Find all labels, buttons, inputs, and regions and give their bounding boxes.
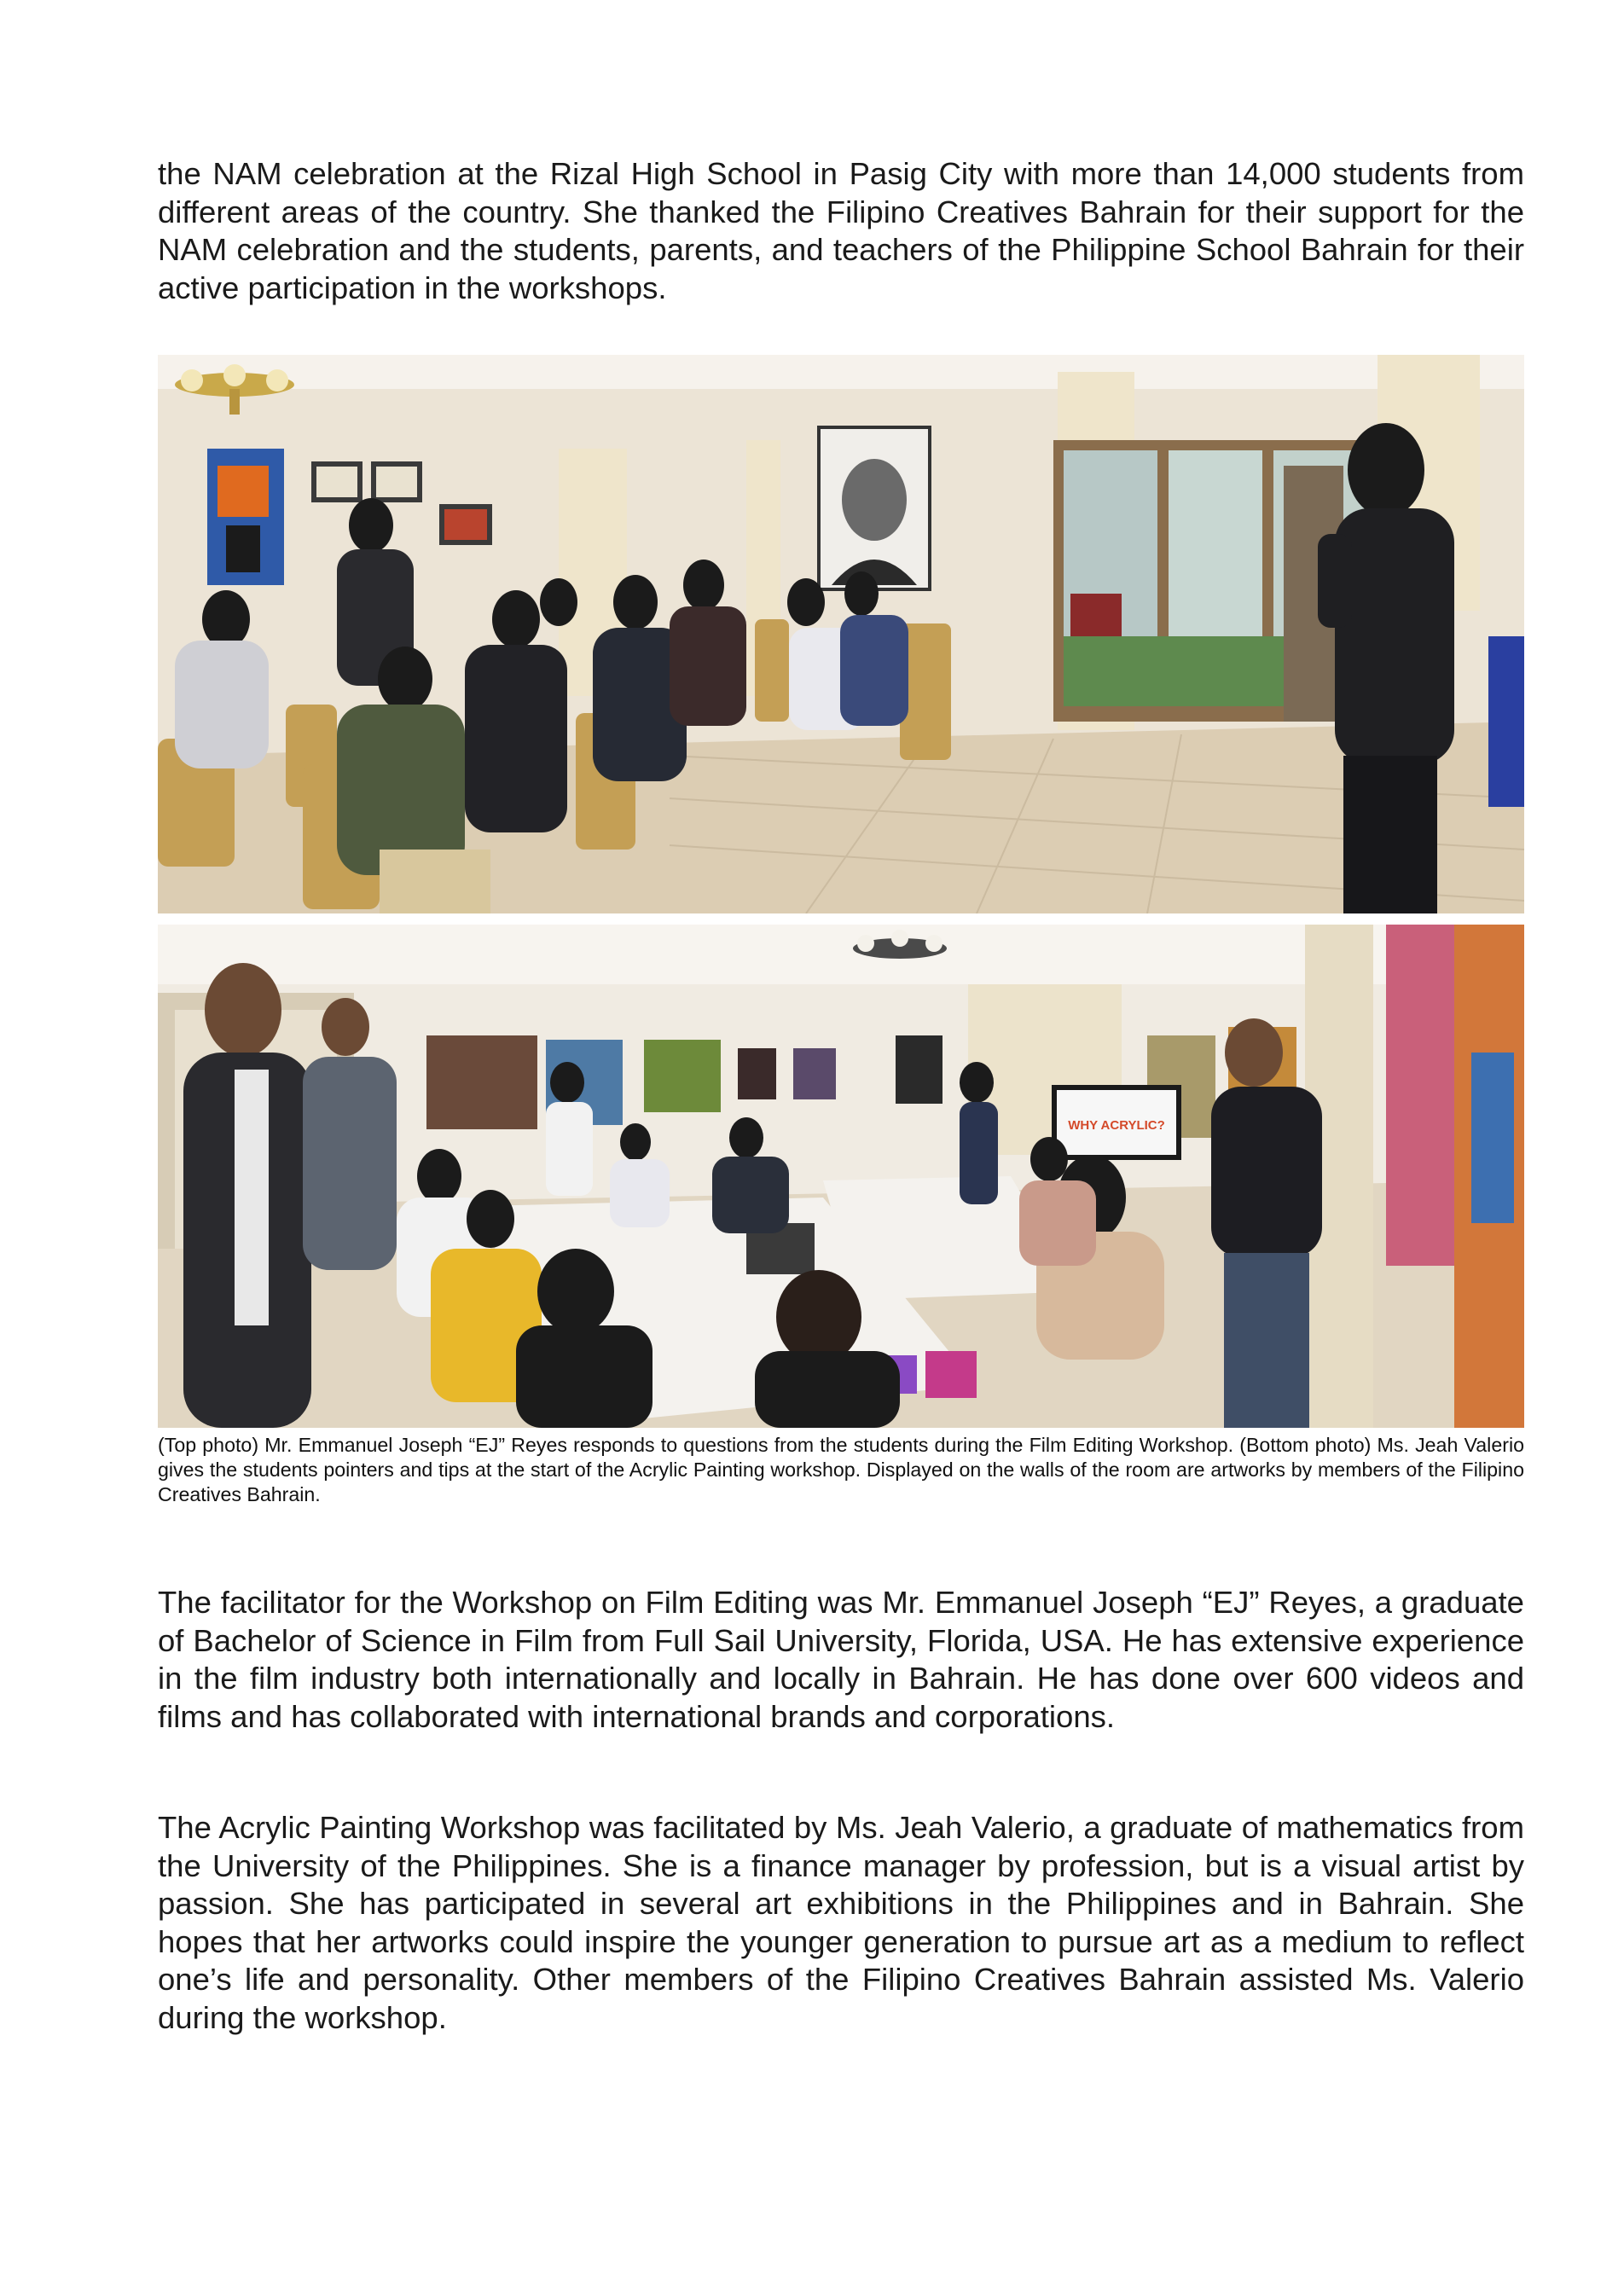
acrylic-workshop-scene [158,925,1524,1428]
portrait-painting [819,427,930,589]
film-workshop-scene [158,355,1524,913]
presentation-screen [1052,1085,1181,1160]
photo-film-editing-workshop [158,355,1524,913]
intro-paragraph: the NAM celebration at the Rizal High School in Pasig City with more than 14,000 students from different areas of the country. She thanked the Filipino Creatives Bahrain for their support for the NAM celebration and the students, parents, and teachers of the Philippine School Bahrain for their active participation in the workshops. [158,156,1524,305]
photo-caption: (Top photo) Mr. Emmanuel Joseph “EJ” Reyes responds to questions from the students during the Film Editing Workshop. (Bottom photo) Ms. Jeah Valerio gives the students pointers and tips at the start of the Acrylic Painting workshop. Displayed on the walls of the room are artworks by members of the Filipino Creatives Bahrain. [158,1434,1524,1505]
acrylic-painting-paragraph: The Acrylic Painting Workshop was facilitated by Ms. Jeah Valerio, a graduate of mathematics from the University of the Philippines. She is a finance manager by profession, but is a visual artist by passion. She has participated in several art exhibitions in the Philippines and in Bahrain. She hopes that her artworks could inspire the younger generation to pursue art as a medium to reflect one’s life and personality. Other members of the Filipino Creatives Bahrain assisted Ms. Valerio during the workshop. [158,1810,1524,2035]
screen-title: WHY ACRYLIC? [1068,1118,1165,1133]
photo-acrylic-painting-workshop [158,925,1524,1428]
film-editing-paragraph: The facilitator for the Workshop on Film Editing was Mr. Emmanuel Joseph “EJ” Reyes, a graduate of Bachelor of Science in Film from Full Sail University, Florida, USA. He has extensive experience in the film industry both internationally and locally in Bahrain. He has done over 600 videos and films and has collaborated with international brands and corporations. [158,1585,1524,1734]
